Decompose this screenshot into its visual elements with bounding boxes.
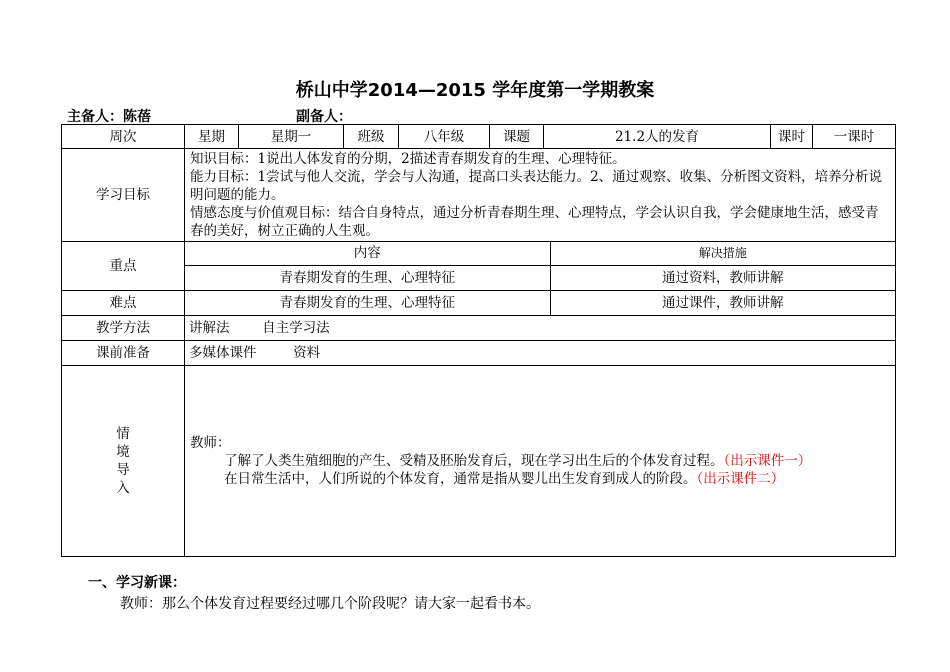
difficulty-content: 青春期发育的生理、心理特征 <box>279 295 455 311</box>
difficulty-label: 难点 <box>62 291 185 316</box>
lesson-plan-table <box>61 124 896 557</box>
method-self-study: 自主学习法 <box>262 320 330 336</box>
topic-label: 课题 <box>490 125 544 149</box>
intro-line-2: 在日常生活中，人们所说的个体发育，通常是指从婴儿出生发育到成人的阶段。（出示课件二） <box>224 471 785 487</box>
methods-row <box>62 316 896 341</box>
emotion-goal: 情感态度与价值观目标：结合自身特点，通过分析青春期生理、心理特点，学会认识自我，学会健康地生活，感受青春的美好，树立正确的人生观。 <box>190 205 879 239</box>
class-value: 八年级 <box>399 125 490 149</box>
header-row <box>62 125 896 149</box>
measure-header: 解决措施 <box>550 242 895 265</box>
main-preparer: 主备人：陈蓓 <box>67 109 151 125</box>
intro-line-1: 了解了人类生殖细胞的产生、受精及胚胎发育后，现在学习出生后的个体发育过程。（出示课件一） <box>224 453 812 469</box>
topic-value: 21.2人的发育 <box>544 125 771 149</box>
difficulty-row <box>62 291 896 316</box>
methods-label: 教学方法 <box>62 316 185 341</box>
difficulty-measure: 通过课件，教师讲解 <box>550 291 895 315</box>
hours-value: 一课时 <box>813 125 896 149</box>
page-title: 桥山中学2014—2015 学年度第一学期教案 <box>295 80 655 101</box>
intro-content <box>185 366 896 557</box>
prep-multimedia: 多媒体课件 <box>189 345 257 361</box>
section-heading: 一、学习新课： <box>88 575 186 591</box>
prep-materials: 资料 <box>293 345 321 361</box>
co-preparer: 副备人： <box>296 109 352 125</box>
key-point-measure: 通过资料，教师讲解 <box>550 265 895 290</box>
class-label: 班级 <box>344 125 399 149</box>
slide-note-1: （出示课件一） <box>723 453 812 469</box>
key-point-content: 青春期发育的生理、心理特征 <box>185 265 550 290</box>
intro-label: 情 境 导 入 <box>62 366 185 557</box>
goals-content <box>185 149 896 242</box>
key-point-row <box>62 242 896 291</box>
intro-row <box>62 366 896 557</box>
goals-label: 学习目标 <box>62 149 185 242</box>
prep-label: 课前准备 <box>62 341 185 366</box>
goals-row <box>62 149 896 242</box>
week-label: 周次 <box>62 125 185 149</box>
method-lecture: 讲解法 <box>189 320 230 336</box>
intro-teacher: 教师： <box>190 435 231 451</box>
ability-goal: 能力目标：1尝试与他人交流，学会与人沟通，提高口头表达能力。2、通过观察、收集、分析图文资料，培养分析说明问题的能力。 <box>190 169 883 203</box>
day-label: 星期 <box>185 125 239 149</box>
prep-row <box>62 341 896 366</box>
knowledge-goal: 知识目标：1说出人体发育的分期，2描述青春期发育的生理、心理特征。 <box>190 151 626 167</box>
difficulty-inner <box>185 291 895 315</box>
content-header: 内容 <box>353 245 381 262</box>
day-value: 星期一 <box>239 125 344 149</box>
slide-note-2: （出示课件二） <box>696 471 785 487</box>
key-point-label: 重点 <box>62 242 185 291</box>
hours-label: 课时 <box>771 125 813 149</box>
preparers <box>67 106 567 126</box>
key-point-inner <box>185 242 895 290</box>
section-line: 教师：那么个体发育过程要经过哪几个阶段呢？请大家一起看书本。 <box>120 596 540 612</box>
